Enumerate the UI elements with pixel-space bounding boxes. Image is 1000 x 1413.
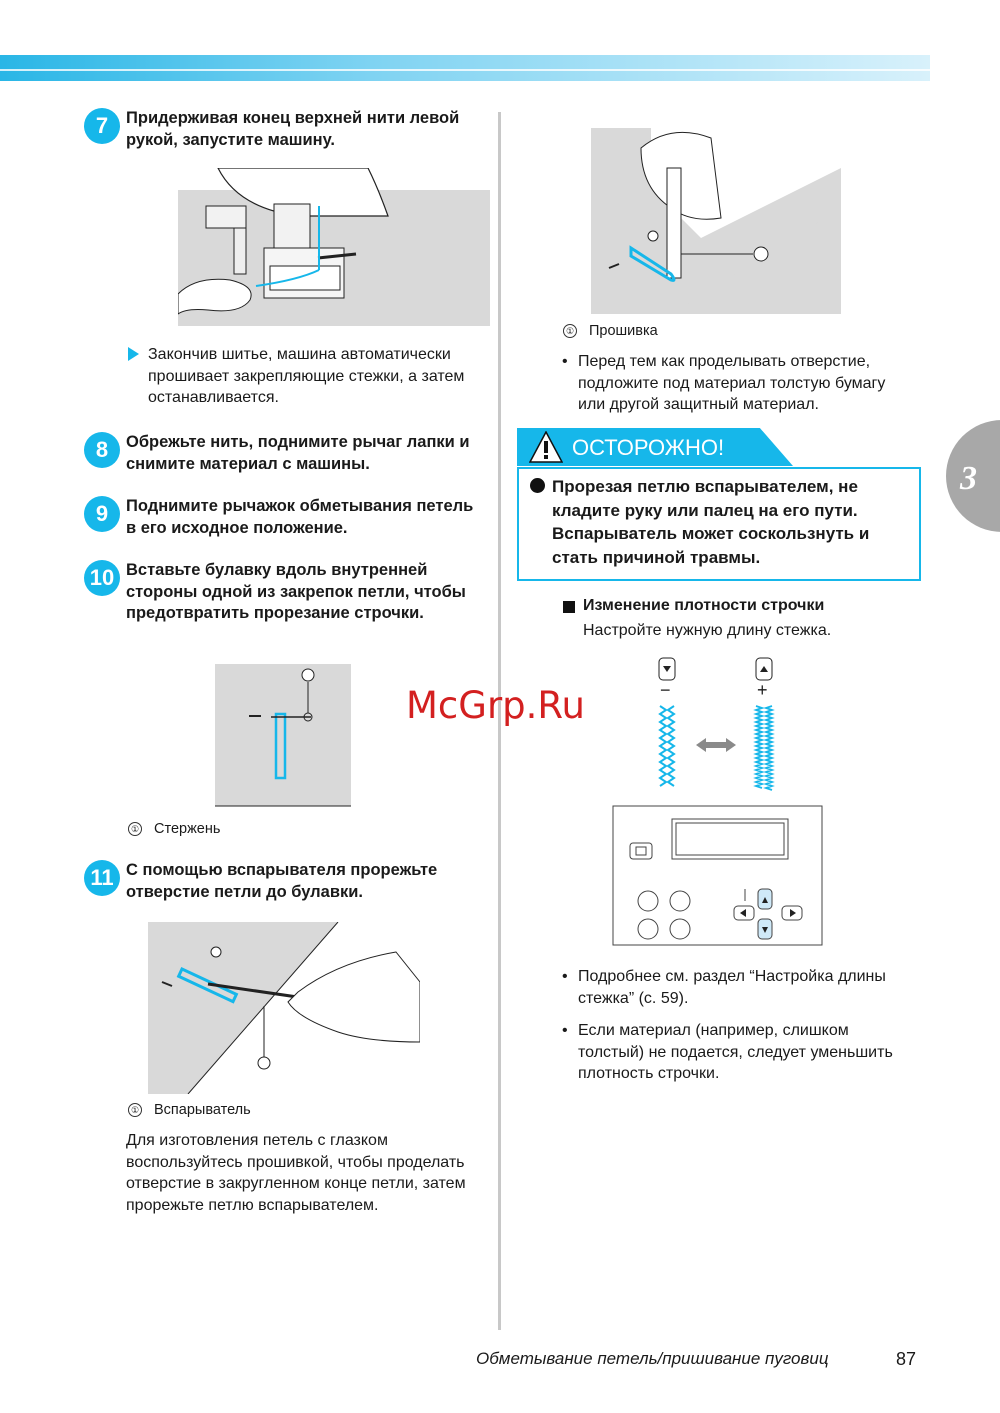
density-subtext: Настройте нужную длину стежка. bbox=[583, 622, 832, 639]
callout-marker: ① bbox=[128, 822, 142, 836]
footer-title: Обметывание петель/пришивание пуговиц bbox=[476, 1349, 829, 1368]
step-text: Вставьте булавку вдоль внутренней стороны одной из закрепок петли, чтобы предотвратить прорезание строчки. bbox=[126, 561, 466, 622]
seam-ripper-illustration bbox=[148, 922, 420, 1094]
step-number: 11 bbox=[84, 860, 120, 896]
bullet-dot: • bbox=[562, 353, 568, 370]
control-panel bbox=[612, 805, 824, 947]
bullet-text: Подробнее см. раздел “Настройка длины стежка” (с. 59). bbox=[578, 968, 886, 1007]
warning-icon bbox=[529, 431, 563, 463]
callout-marker: ① bbox=[563, 324, 577, 338]
bullet-dot: • bbox=[562, 968, 568, 985]
step-text: Поднимите рычажок обметывания петель в его исходное положение. bbox=[126, 497, 474, 537]
caption-label: Стержень bbox=[154, 821, 221, 837]
step-number: 9 bbox=[84, 496, 120, 532]
eyelet-paragraph: Для изготовления петель с глазком воспользуйтесь прошивкой, чтобы проделать отверстие в закругленном конце петли, затем прорежьте петлю вспарывателем. bbox=[126, 1132, 466, 1214]
seam-ripper-caption bbox=[128, 1102, 251, 1118]
chapter-number: 3 bbox=[960, 460, 977, 497]
awl-caption bbox=[563, 323, 658, 339]
minus-sign: − bbox=[660, 680, 671, 700]
caption-label: Прошивка bbox=[589, 323, 658, 339]
sewing-machine-illustration bbox=[178, 168, 490, 326]
caution-text: Прорезая петлю вспарывателем, не кладите руку или палец на его пути. Вспарыватель может соскользнуть и стать причиной травмы. bbox=[552, 477, 870, 567]
step-text: С помощью вспарывателя прорежьте отверстие петли до булавки. bbox=[126, 861, 438, 901]
step-text: Обрежьте нить, поднимите рычаг лапки и снимите материал с машины. bbox=[126, 433, 470, 473]
caption-label: Вспарыватель bbox=[154, 1102, 251, 1118]
pin-caption bbox=[128, 821, 220, 837]
top-banner bbox=[0, 55, 930, 81]
page-number: 87 bbox=[896, 1349, 917, 1369]
step-number: 8 bbox=[84, 432, 120, 468]
watermark: McGrp.Ru bbox=[406, 684, 585, 727]
step-number: 10 bbox=[84, 560, 120, 596]
caution-bullet bbox=[530, 478, 545, 493]
density-heading: Изменение плотности строчки bbox=[583, 597, 825, 614]
bullet-text: Если материал (например, слишком толстый) не подается, следует уменьшить плотность строчки. bbox=[578, 1022, 893, 1082]
result-arrow-icon bbox=[128, 347, 139, 361]
banner-stripe bbox=[0, 69, 930, 71]
result-text: Закончив шитье, машина автоматически прошивает закрепляющие стежки, а затем останавливается. bbox=[148, 346, 465, 406]
awl-illustration bbox=[591, 128, 841, 314]
bullet-text: Перед тем как проделывать отверстие, подложите под материал толстую бумагу или другой защитный материал. bbox=[578, 353, 886, 413]
callout-marker: ① bbox=[128, 1103, 142, 1117]
caution-title: ОСТОРОЖНО! bbox=[572, 435, 725, 460]
step-number: 7 bbox=[84, 108, 120, 144]
pin-illustration bbox=[215, 664, 351, 810]
step-text: Придерживая конец верхней нити левой рукой, запустите машину. bbox=[126, 109, 460, 149]
stitch-density-illustration bbox=[650, 656, 780, 796]
bullet-dot: • bbox=[562, 1022, 568, 1039]
plus-sign: + bbox=[757, 680, 768, 700]
section-square-icon bbox=[563, 601, 575, 613]
